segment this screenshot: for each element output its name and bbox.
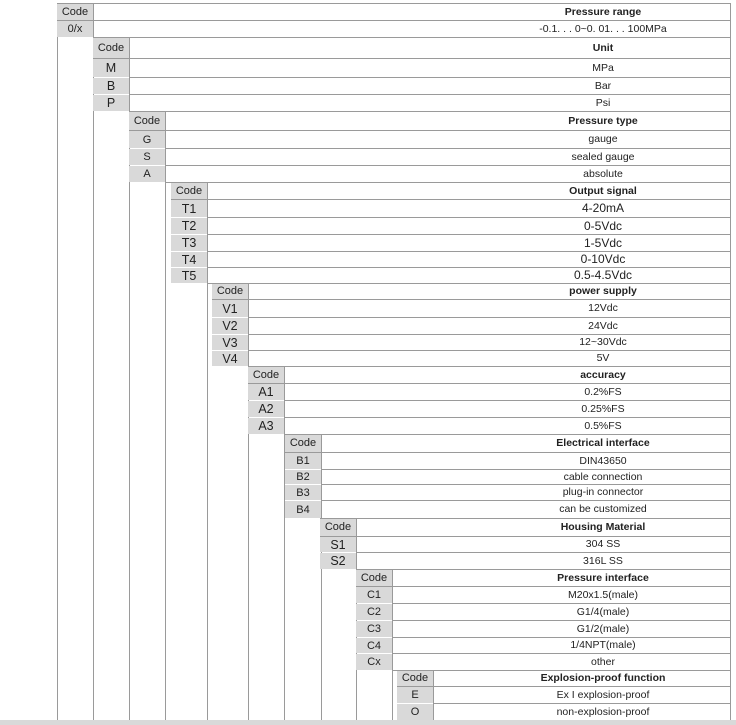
section-title: Unit	[592, 41, 614, 54]
row-divider	[129, 111, 730, 112]
option-description: can be customized	[559, 503, 647, 515]
option-code-cell: T1	[171, 200, 207, 217]
row-divider	[57, 3, 730, 4]
option-description: 24Vdc	[588, 319, 618, 332]
option-code-cell: B	[93, 78, 129, 94]
section-title: accuracy	[580, 368, 626, 381]
option-description: cable connection	[563, 470, 643, 483]
option-code-cell: V3	[212, 335, 248, 350]
option-description: 0.2%FS	[584, 385, 622, 398]
column-divider	[248, 283, 249, 720]
column-divider	[321, 434, 322, 720]
option-description: 1/4NPT(male)	[570, 639, 636, 651]
option-code-cell: T3	[171, 235, 207, 251]
option-code-cell: S2	[320, 553, 356, 569]
bottom-strip	[0, 720, 736, 725]
option-description: G1/2(male)	[576, 622, 630, 635]
column-divider	[392, 569, 393, 720]
option-description: 0.25%FS	[581, 402, 625, 415]
section-title: Output signal	[569, 184, 637, 197]
option-code-cell: V1	[212, 300, 248, 317]
option-description: -0.1. . . 0~0. 01. . . 100MPa	[539, 22, 667, 35]
option-description: 0-10Vdc	[580, 252, 626, 266]
option-description: plug-in connector	[562, 486, 644, 498]
option-code-cell: B4	[285, 501, 321, 518]
code-header-cell: Code	[129, 111, 165, 130]
option-code-cell: M	[93, 59, 129, 77]
option-description: M20x1.5(male)	[567, 588, 639, 601]
option-description: 1-5Vdc	[583, 235, 623, 250]
row-divider	[356, 569, 730, 570]
column-divider	[284, 366, 285, 720]
option-code-cell: S1	[320, 537, 356, 552]
option-description: G1/4(male)	[576, 605, 630, 618]
section-title: Explosion-proof function	[540, 672, 666, 684]
option-description: 12Vdc	[588, 302, 618, 314]
option-description: 0.5-4.5Vdc	[573, 268, 633, 282]
code-header-cell: Code	[212, 283, 248, 299]
option-code-cell: G	[129, 131, 165, 148]
option-code-cell: C2	[356, 604, 392, 620]
row-divider	[320, 518, 730, 519]
row-divider	[171, 182, 730, 183]
code-header-cell: Code	[93, 37, 129, 58]
code-header-cell: Code	[248, 366, 284, 383]
option-code-cell: T5	[171, 268, 207, 283]
option-description: non-explosion-proof	[556, 705, 650, 718]
option-code-cell: C1	[356, 587, 392, 603]
code-header-cell: Code	[171, 182, 207, 199]
option-description: gauge	[588, 133, 618, 145]
column-divider	[207, 182, 208, 720]
option-description: absolute	[583, 167, 623, 180]
row-divider	[93, 37, 730, 38]
section-title: Electrical interface	[556, 437, 650, 449]
option-code-cell: C3	[356, 621, 392, 637]
section-title: power supply	[569, 285, 637, 297]
section-title: Pressure type	[568, 114, 638, 127]
option-code-cell: E	[397, 687, 433, 703]
option-description: DIN43650	[579, 454, 627, 467]
option-code-cell: T4	[171, 252, 207, 267]
code-header-cell: Code	[57, 3, 93, 20]
option-description: 12~30Vdc	[579, 336, 627, 348]
section-title: Pressure range	[564, 5, 642, 18]
option-description: Psi	[595, 96, 611, 109]
column-divider	[57, 3, 58, 720]
option-description: 4-20mA	[581, 201, 625, 215]
option-description: Bar	[594, 79, 612, 92]
option-description: MPa	[592, 61, 614, 74]
code-header-cell: Code	[356, 569, 392, 586]
option-code-cell: A	[129, 166, 165, 182]
column-divider	[165, 111, 166, 720]
option-description: sealed gauge	[571, 150, 635, 163]
row-divider	[212, 283, 730, 284]
option-code-cell: Cx	[356, 654, 392, 670]
option-description: 316L SS	[583, 554, 623, 567]
option-code-cell: O	[397, 704, 433, 720]
code-header-cell: Code	[397, 670, 433, 686]
option-code-cell: B2	[285, 470, 321, 484]
row-divider	[285, 434, 730, 435]
option-code-cell: A1	[248, 384, 284, 400]
code-header-cell: Code	[285, 434, 321, 452]
option-description: 0.5%FS	[584, 419, 622, 432]
option-code-cell: P	[93, 95, 129, 111]
column-divider	[433, 670, 434, 720]
section-title: Pressure interface	[557, 571, 649, 584]
option-description: Ex I explosion-proof	[556, 688, 650, 701]
code-header-cell: Code	[320, 518, 356, 536]
option-description: other	[591, 655, 615, 668]
option-code-cell: T2	[171, 218, 207, 234]
option-code-cell: A2	[248, 401, 284, 417]
option-code-cell: 0/x	[57, 21, 93, 37]
option-code-cell: B1	[285, 453, 321, 469]
option-description: 5V	[596, 352, 610, 364]
section-title: Housing Material	[560, 521, 646, 533]
option-code-cell: S	[129, 149, 165, 165]
option-code-cell: A3	[248, 418, 284, 434]
option-description: 0-5Vdc	[583, 218, 623, 233]
row-divider	[248, 366, 730, 367]
column-divider	[730, 3, 731, 720]
option-description: 304 SS	[585, 538, 621, 550]
option-code-cell: V2	[212, 318, 248, 334]
row-divider	[397, 670, 730, 671]
option-code-cell: C4	[356, 638, 392, 653]
option-code-cell: V4	[212, 351, 248, 366]
option-code-cell: B3	[285, 485, 321, 500]
